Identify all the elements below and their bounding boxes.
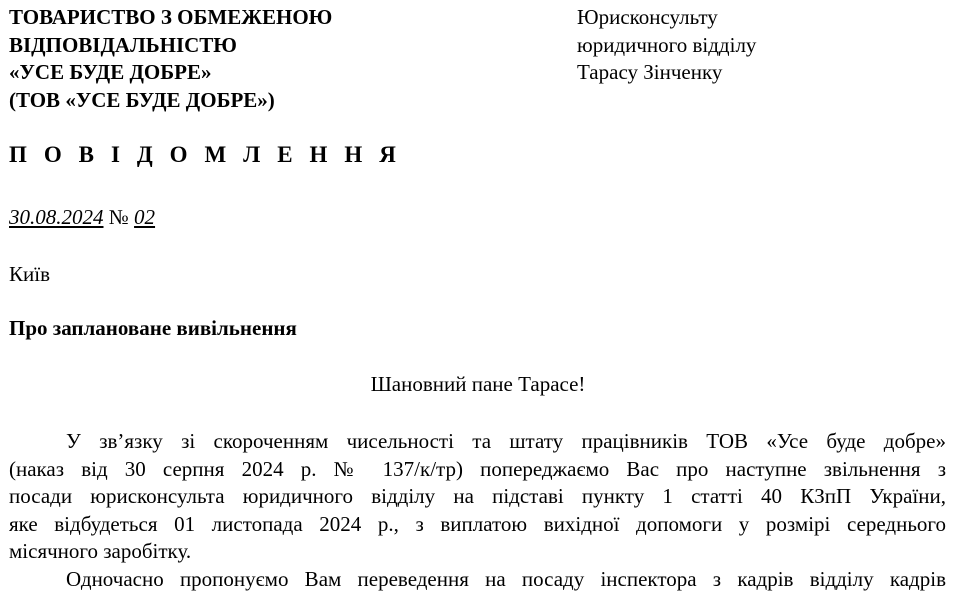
document-number: 02 xyxy=(134,205,155,229)
organization-name-line: ТОВАРИСТВО З ОБМЕЖЕНОЮ xyxy=(9,4,489,32)
document-date: 30.08.2024 xyxy=(9,205,104,229)
organization-short-name: (ТОВ «УСЕ БУДЕ ДОБРЕ») xyxy=(9,87,489,115)
paragraph-line: У зв’язку зі скороченням чисельності та штату працівників ТОВ «Усе буде добре» xyxy=(9,428,946,456)
salutation: Шановний пане Тарасе! xyxy=(0,372,956,397)
paragraph-line: Одночасно пропонуємо Вам переведення на посаду інспектора з кадрів відділу кадрів xyxy=(9,566,946,593)
addressee-department: юридичного відділу xyxy=(577,32,947,60)
number-sign: № xyxy=(109,205,129,229)
addressee-name: Тарасу Зінченку xyxy=(577,59,947,87)
organization-name-line: «УСЕ БУДЕ ДОБРЕ» xyxy=(9,59,489,87)
document-title: П О В І Д О М Л Е Н Н Я xyxy=(9,142,401,168)
paragraph-line: місячного заробітку. xyxy=(9,538,946,566)
addressee-block xyxy=(577,4,947,87)
paragraph-line: (наказ від 30 серпня 2024 р. № 137/к/тр) попереджаємо Вас про наступне звільнення з xyxy=(9,456,946,484)
organization-header xyxy=(9,4,489,114)
date-number-line xyxy=(9,205,155,230)
organization-name-line: ВІДПОВІДАЛЬНІСТЮ xyxy=(9,32,489,60)
paragraph-line: посади юрисконсульта юридичного відділу на підставі пункту 1 статті 40 КЗпП України, xyxy=(9,483,946,511)
body-text xyxy=(9,428,946,593)
paragraph-line: яке відбудеться 01 листопада 2024 р., з виплатою вихідної допомоги у розмірі середнього xyxy=(9,511,946,539)
document-subject: Про заплановане вивільнення xyxy=(9,316,297,341)
addressee-position: Юрисконсульту xyxy=(577,4,947,32)
document-city: Київ xyxy=(9,262,50,287)
